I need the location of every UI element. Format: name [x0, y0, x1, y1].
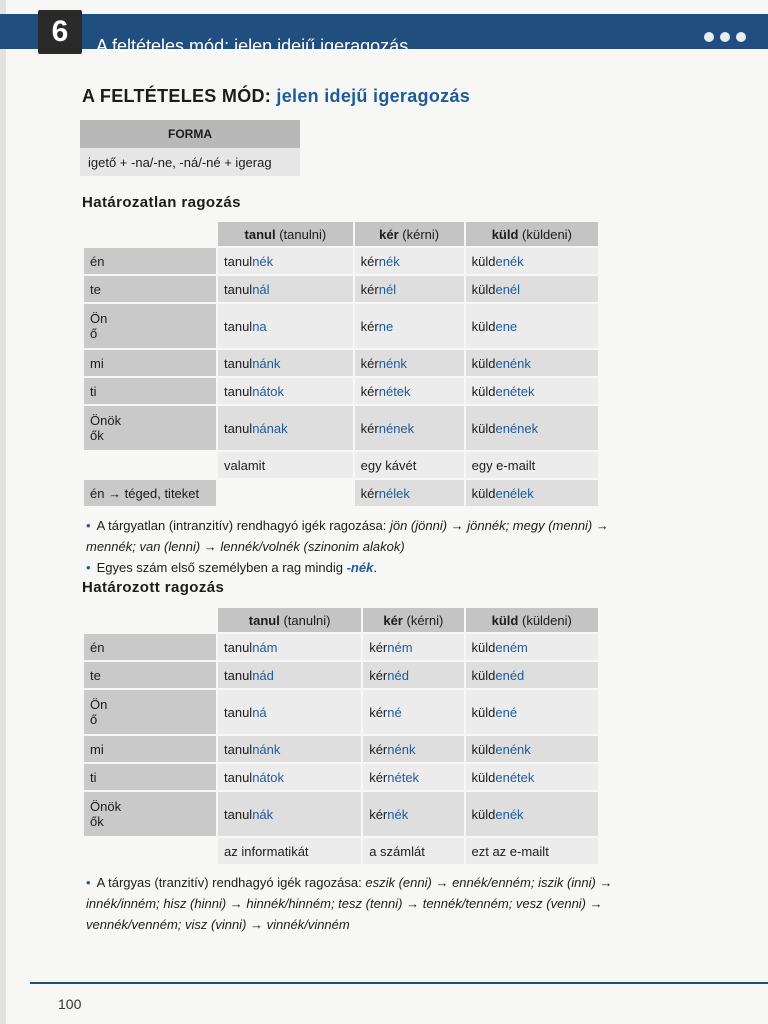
table-row: [84, 480, 598, 506]
form-cell: tanulna: [218, 304, 353, 348]
form-cell: küldenélek: [466, 480, 598, 506]
form-cell: küldenéd: [466, 662, 599, 688]
form-cell: kérnélek: [355, 480, 464, 506]
table-row: [84, 764, 598, 790]
form-cell: tanulnám: [218, 634, 361, 660]
form-cell: kérnék: [355, 248, 464, 274]
indefinite-conjugation-table: [82, 220, 600, 508]
form-cell: küldenénk: [466, 350, 598, 376]
column-header: kér (kérni): [363, 608, 463, 632]
heading-prefix: A FELTÉTELES MÓD:: [82, 86, 272, 106]
table-row: [84, 736, 598, 762]
dot-icon: [720, 32, 730, 42]
form-cell: kérne: [355, 304, 464, 348]
column-header: tanul (tanulni): [218, 222, 353, 246]
footer-line: [30, 982, 768, 984]
form-cell: tanulnák: [218, 792, 361, 836]
column-header: küld (küldeni): [466, 222, 598, 246]
page-heading: [82, 86, 470, 107]
form-cell: kérnéd: [363, 662, 463, 688]
form-cell: ezt az e-mailt: [466, 838, 599, 864]
pronoun-cell: Önök ők: [84, 792, 216, 836]
form-cell: kérnénk: [355, 350, 464, 376]
bullet-icon: •: [86, 875, 91, 890]
pronoun-cell: Ön ő: [84, 690, 216, 734]
form-cell: küldené: [466, 690, 599, 734]
pronoun-cell: mi: [84, 736, 216, 762]
form-cell: kérné: [363, 690, 463, 734]
pronoun-cell: te: [84, 662, 216, 688]
form-cell: kérnék: [363, 792, 463, 836]
page-number: 100: [58, 996, 82, 1012]
table-row: [84, 304, 598, 348]
pronoun-cell: Ön ő: [84, 304, 216, 348]
chapter-number: 6: [38, 10, 82, 54]
pronoun-cell: Önök ők: [84, 406, 216, 450]
form-cell: tanulnál: [218, 276, 353, 302]
form-cell: kérnétek: [363, 764, 463, 790]
form-cell: az informatikát: [218, 838, 361, 864]
pronoun-cell: ti: [84, 378, 216, 404]
form-cell: küldenél: [466, 276, 598, 302]
table-row: [84, 634, 598, 660]
form-cell: kérnének: [355, 406, 464, 450]
dot-icon: [736, 32, 746, 42]
form-cell: tanulnék: [218, 248, 353, 274]
form-cell: egy e-mailt: [466, 452, 598, 478]
form-cell: küldenétek: [466, 764, 599, 790]
form-cell: tanulnád: [218, 662, 361, 688]
pronoun-cell: [84, 838, 216, 864]
form-cell: kérném: [363, 634, 463, 660]
form-cell: [218, 480, 353, 506]
form-cell: küldene: [466, 304, 598, 348]
pronoun-cell: [84, 452, 216, 478]
form-cell: küldenétek: [466, 378, 598, 404]
header-dots: [704, 32, 746, 42]
forma-formula: igető + -na/-ne, -ná/-né + igerag: [80, 148, 300, 176]
form-cell: küldenék: [466, 792, 599, 836]
note-item: • Egyes szám első személyben a rag mindig -nék.: [86, 560, 377, 575]
note-item: • A tárgyas (tranzitív) rendhagyó igék ragozása: eszik (enni) → ennék/enném; iszik (inni) → innék/inném; hisz (hinni) → hinnék/hinném; tesz (tenni) → tennék/tenném; vesz (venni) → vennék/venném; visz (vinni) → vinnék/vinném: [86, 875, 613, 932]
form-cell: küldenének: [466, 406, 598, 450]
bullet-icon: •: [86, 518, 91, 533]
heading-rest: jelen idejű igeragozás: [276, 86, 471, 106]
pronoun-cell: mi: [84, 350, 216, 376]
form-cell: tanulnának: [218, 406, 353, 450]
notes-definite: [86, 872, 646, 935]
table-row: [84, 452, 598, 478]
table-row: [84, 350, 598, 376]
note-item: • A tárgyatlan (intranzitív) rendhagyó igék ragozása: jön (jönni) → jönnék; megy (menni) → mennék; van (lenni) → lennék/volnék (szinonim alakok): [86, 518, 609, 554]
form-cell: a számlát: [363, 838, 463, 864]
table-row: [84, 690, 598, 734]
form-cell: küldenék: [466, 248, 598, 274]
notes-indefinite: [86, 515, 646, 578]
table-row: [84, 276, 598, 302]
form-cell: valamit: [218, 452, 353, 478]
form-cell: kérnél: [355, 276, 464, 302]
forma-box: [80, 120, 300, 176]
form-cell: tanulná: [218, 690, 361, 734]
form-cell: egy kávét: [355, 452, 464, 478]
column-header: kér (kérni): [355, 222, 464, 246]
section-title-definite: Határozott ragozás: [82, 579, 225, 596]
pronoun-cell: ti: [84, 764, 216, 790]
form-cell: kérnétek: [355, 378, 464, 404]
pronoun-cell: én → téged, titeket: [84, 480, 216, 506]
column-header: küld (küldeni): [466, 608, 599, 632]
form-cell: küldenénk: [466, 736, 599, 762]
chapter-title: A feltételes mód: jelen idejű igeragozás: [96, 36, 409, 56]
form-cell: tanulnánk: [218, 736, 361, 762]
section-title-indefinite: Határozatlan ragozás: [82, 194, 241, 211]
chapter-header-bar: [0, 14, 768, 56]
table-row: [84, 792, 598, 836]
form-cell: tanulnánk: [218, 350, 353, 376]
definite-conjugation-table: [82, 606, 600, 866]
form-cell: tanulnátok: [218, 378, 353, 404]
page-edge: [0, 0, 6, 1024]
forma-label: FORMA: [80, 120, 300, 148]
bullet-icon: •: [86, 560, 91, 575]
dot-icon: [704, 32, 714, 42]
table-row: [84, 248, 598, 274]
table-row: [84, 662, 598, 688]
column-header: tanul (tanulni): [218, 608, 361, 632]
form-cell: küldeném: [466, 634, 599, 660]
pronoun-cell: én: [84, 248, 216, 274]
table-row: [84, 406, 598, 450]
table-row: [84, 378, 598, 404]
table-row: [84, 838, 598, 864]
header-empty: [84, 608, 216, 632]
form-cell: tanulnátok: [218, 764, 361, 790]
pronoun-cell: te: [84, 276, 216, 302]
form-cell: kérnénk: [363, 736, 463, 762]
pronoun-cell: én: [84, 634, 216, 660]
header-empty: [84, 222, 216, 246]
